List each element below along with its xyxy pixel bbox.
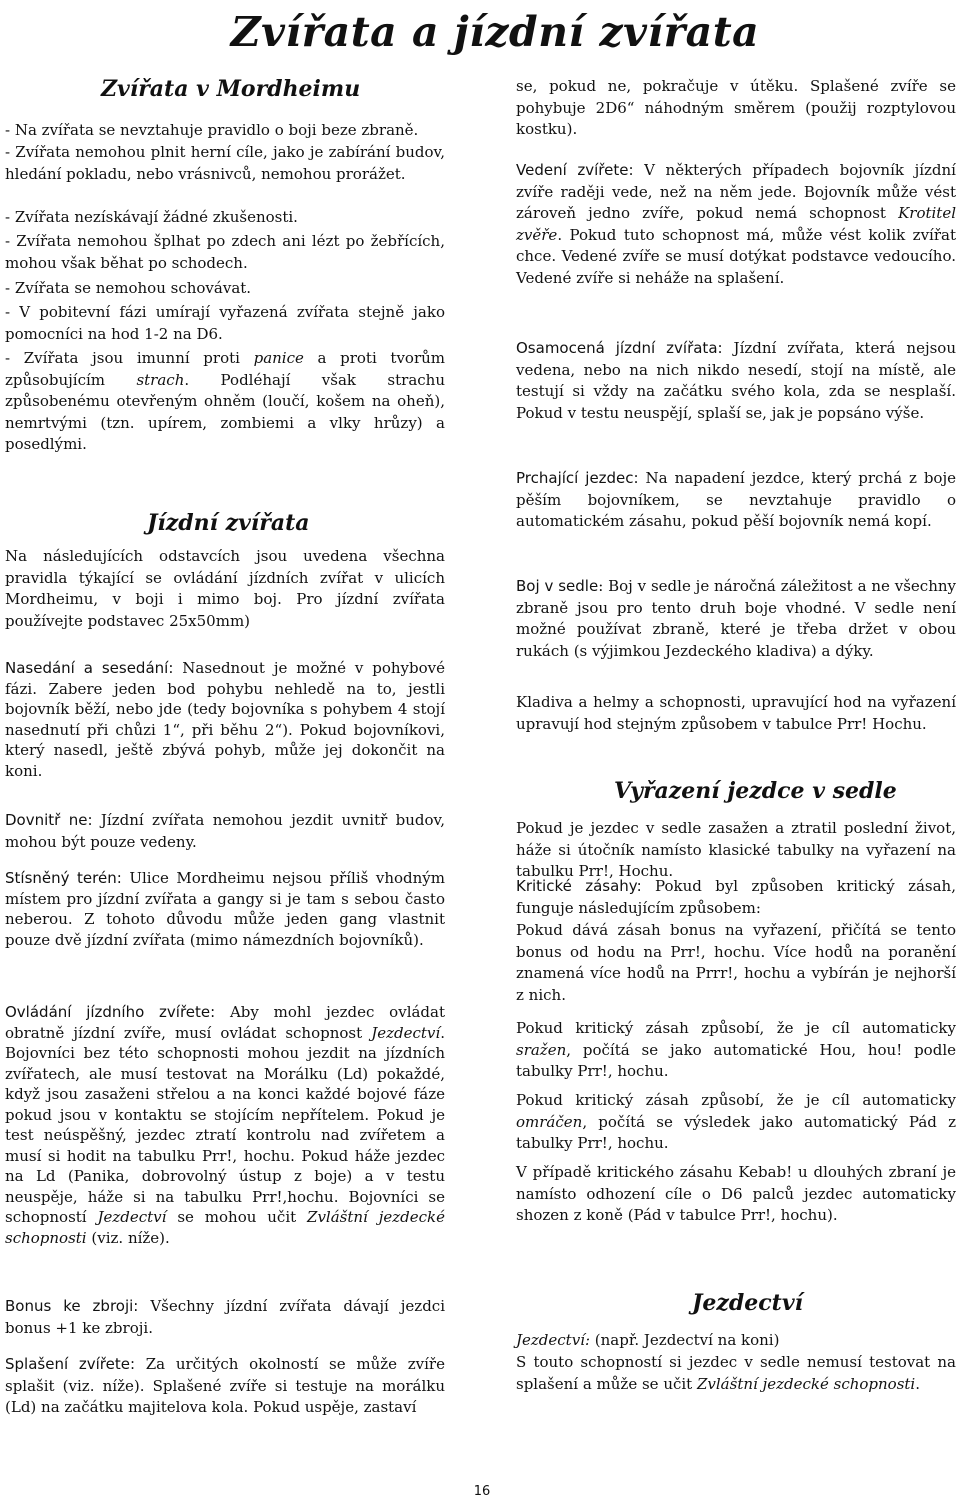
rule-2: - Zvířata nemohou plnit herní cíle, jako je zabírání budov, hledání pokladu, nebo vrásnivců, nemohou prorážet. <box>5 143 445 183</box>
rule-prchajici: Prchající jezdec: Na napadení jezdce, který prchá z boje pěším bojovníkem, se nevztahuje pravidlo o automatickém zásahu, pokud pěší bojovník nemá kopí. <box>516 469 956 530</box>
rule-dovnitr: Dovnitř ne: Jízdní zvířata nemohou jezdit uvnitř budov, mohou být pouze vedeny. <box>5 811 446 851</box>
page-number: 16 <box>473 1484 491 1499</box>
rule-5: - Zvířata se nemohou schovávat. <box>5 279 252 297</box>
rule-vedeni: Vedení zvířete: V některých případech bojovník jízdní zvíře raději vede, než na něm jede. Bojovník může vést zároveň jedno zvíře, pokud nemá schopnost Krotitel zvěře. Pokud tuto schopnost má, může vést kolik zvířat chce. Vedené zvíře se musí dotýkat podstavce vedoucího. Vedené zvíře si neháže na splašení. <box>516 161 956 287</box>
rule-label: Boj v sedle <box>516 577 599 595</box>
rule-7: - Zvířata jsou imunní proti panice a proti tvorům způsobujícím strach. Podléhají však strachu způsobenému otevřeným ohněm (loučí, košem na oheň), nemrtvými (tzn. upírem, zombiemi a vlky hrůzy) a posedlými. <box>5 349 445 453</box>
splaseni-continued: se, pokud ne, pokračuje v útěku. Splašené zvíře se pohybuje 2D6“ náhodným směrem (použij rozptylovou kostku). <box>516 77 956 138</box>
rule-bonus-ke-zbroji: Bonus ke zbroji: Všechny jízdní zvířata dávají jezdci bonus +1 ke zbroji. <box>5 1297 445 1337</box>
rule-label: Bonus ke zbroji: <box>5 1297 139 1315</box>
rule-ovladani: Ovládání jízdního zvířete: Aby mohl jezdec ovládat obratně jízdní zvíře, musí ovládat schopnost Jezdectví. Bojovníci bez této schopnosti mohou jezdit na jízdních zvířatech, ale musí testovat na Morálku (Ld) pokaždé, když jsou zasaženi střelou a na konci každé bojové fáze pokud jsou v kontaktu se stojícím nepřítelem. Pokud je test neúspěšný, jezdec ztratí kontrolu nad zvířetem a musí si hodit na tabulku Prr!, hochu. Pokud háže jezdec na Ld (Panika, dobrovolný ústup z boje) a v testu neuspěje, háže si na tabulku Prr!,hochu. Bojovníci se schopností Jezdectví se mohou učit Zvláštní jezdecké schopnosti (viz. níže). <box>5 1003 446 1247</box>
page-title: Zvířata a jízdní zvířata <box>230 8 760 56</box>
jezdectvi-paragraph: S touto schopností si jezdec v sedle nemusí testovat na splašení a může se učit Zvláštní jezdecké schopnosti. <box>516 1353 956 1393</box>
kriticke-omracen: Pokud kritický zásah způsobí, že je cíl automaticky omráčen, počítá se výsledek jako automatický Pád z tabulky Prr!, hochu. <box>516 1091 956 1152</box>
rule-label: Osamocená jízdní zvířata: <box>516 339 723 357</box>
rule-6: - V pobitevní fázi umírají vyřazená zvířata stejně jako pomocníci na hod 1-2 na D6. <box>5 303 445 343</box>
rule-label: Dovnitř ne: <box>5 811 93 829</box>
kriticke-srazen: Pokud kritický zásah způsobí, že je cíl automaticky sražen, počítá se jako automatické Hou, hou! podle tabulky Prr!, hochu. <box>516 1019 956 1080</box>
intro-paragraph: Na následujících odstavcích jsou uvedena všechna pravidla týkající se ovládání jízdních zvířat v ulicích Mordheimu, v boji i mimo boj. Pro jízdní zvířata používejte podstavec 25x50mm) <box>5 547 445 630</box>
rule-boj-v-sedle-2: Kladiva a helmy a schopnosti, upravující hod na vyřazení upravují hod stejným způsobem v tabulce Prr! Hochu. <box>516 693 956 733</box>
section-heading-jizdni-zvirata: Jízdní zvířata <box>147 510 310 536</box>
rule-label: Prchající jezdec: <box>516 469 639 487</box>
rule-label: Vedení zvířete: <box>516 161 634 179</box>
rule-label: Stísněný terén: <box>5 869 122 887</box>
kriticke-bonus: Pokud dává zásah bonus na vyřazení, přičítá se tento bonus od hodu na Prr!, hochu. Více hodů na poranění znamená více hodů na Prrr!, hochu a vybírán je nejhorší z nich. <box>516 921 956 1004</box>
rule-nasedani: Nasedání a sesedání: Nasednout je možné v pohybové fázi. Zabere jeden bod pohybu nehledě na to, jestli bojovník běží, nebo jde (tedy bojovníka s pohybem 4 stojí nasednutí při chůzi 1“, při běhu 2“). Pokud bojovníkovi, který nasedl, ještě zbývá pohyb, může jej dokončit na koni. <box>5 659 445 780</box>
section-heading-zvirata-v-mordheimu: Zvířata v Mordheimu <box>101 76 361 102</box>
rule-splaseni: Splašení zvířete: Za určitých okolností se může zvíře splašit (viz. níže). Splašené zvíře si testuje na morálku (Ld) na začátku majitelova kola. Pokud uspěje, zastaví <box>5 1355 445 1416</box>
rule-boj-v-sedle: Boj v sedle: Boj v sedle je náročná záležitost a ne všechny zbraně jsou pro tento druh boje vhodné. V sedle není možné používat zbraně, které je třeba držet v obou rukách (s výjimkou Jezdeckého kladiva) a dýky. <box>516 577 956 660</box>
rule-label: Splašení zvířete: <box>5 1355 135 1373</box>
rule-stisneny-teren: Stísněný terén: Ulice Mordheimu nejsou příliš vhodným místem pro jízdní zvířata a gangy si je tam s sebou často neberou. Z tohoto důvodu může jeden gang vlastnit pouze dvě jízdní zvířata (mimo námezdních bojovníků). <box>5 869 445 949</box>
rule-1: - Na zvířata se nevztahuje pravidlo o boji beze zbraně. <box>5 121 419 139</box>
rule-3: - Zvířata nezískávají žádné zkušenosti. <box>5 208 298 226</box>
rule-4: - Zvířata nemohou šplhat po zdech ani lézt po žebřících, mohou však běhat po schodech. <box>5 232 445 272</box>
rule-label: Ovládání jízdního zvířete: <box>5 1003 216 1021</box>
rule-osamocena: Osamocená jízdní zvířata: Jízdní zvířata, která nejsou vedena, nebo na nich nikdo nesedí, stojí na místě, ale testují si vždy na začátku svého kola, zda se nesplaší. Pokud v testu neuspějí, splaší se, jak je popsáno výše. <box>516 339 956 422</box>
rule-kriticke-zasahy: Kritické zásahy: Pokud byl způsoben kritický zásah, funguje následujícím způsobem: <box>516 877 956 917</box>
section-heading-vyrazeni: Vyřazení jezdce v sedle <box>614 778 897 804</box>
section-heading-jezdectvi: Jezdectví <box>692 1290 803 1316</box>
kriticke-kebab: V případě kritického zásahu Kebab! u dlouhých zbraní je namísto odhození cíle o D6 palců jezdec automaticky shozen z koně (Pád v tabulce Prr!, hochu). <box>516 1163 956 1224</box>
vyrazeni-paragraph: Pokud je jezdec v sedle zasažen a ztratil poslední život, háže si útočník namísto klasické tabulky na vyřazení na tabulku Prr!, Hochu. <box>516 819 956 880</box>
rule-label: Nasedání a sesedání: <box>5 659 174 677</box>
rule-label: Kritické zásahy: <box>516 877 642 895</box>
jezdectvi-definition: Jezdectví: (např. Jezdectví na koni) <box>516 1331 780 1349</box>
